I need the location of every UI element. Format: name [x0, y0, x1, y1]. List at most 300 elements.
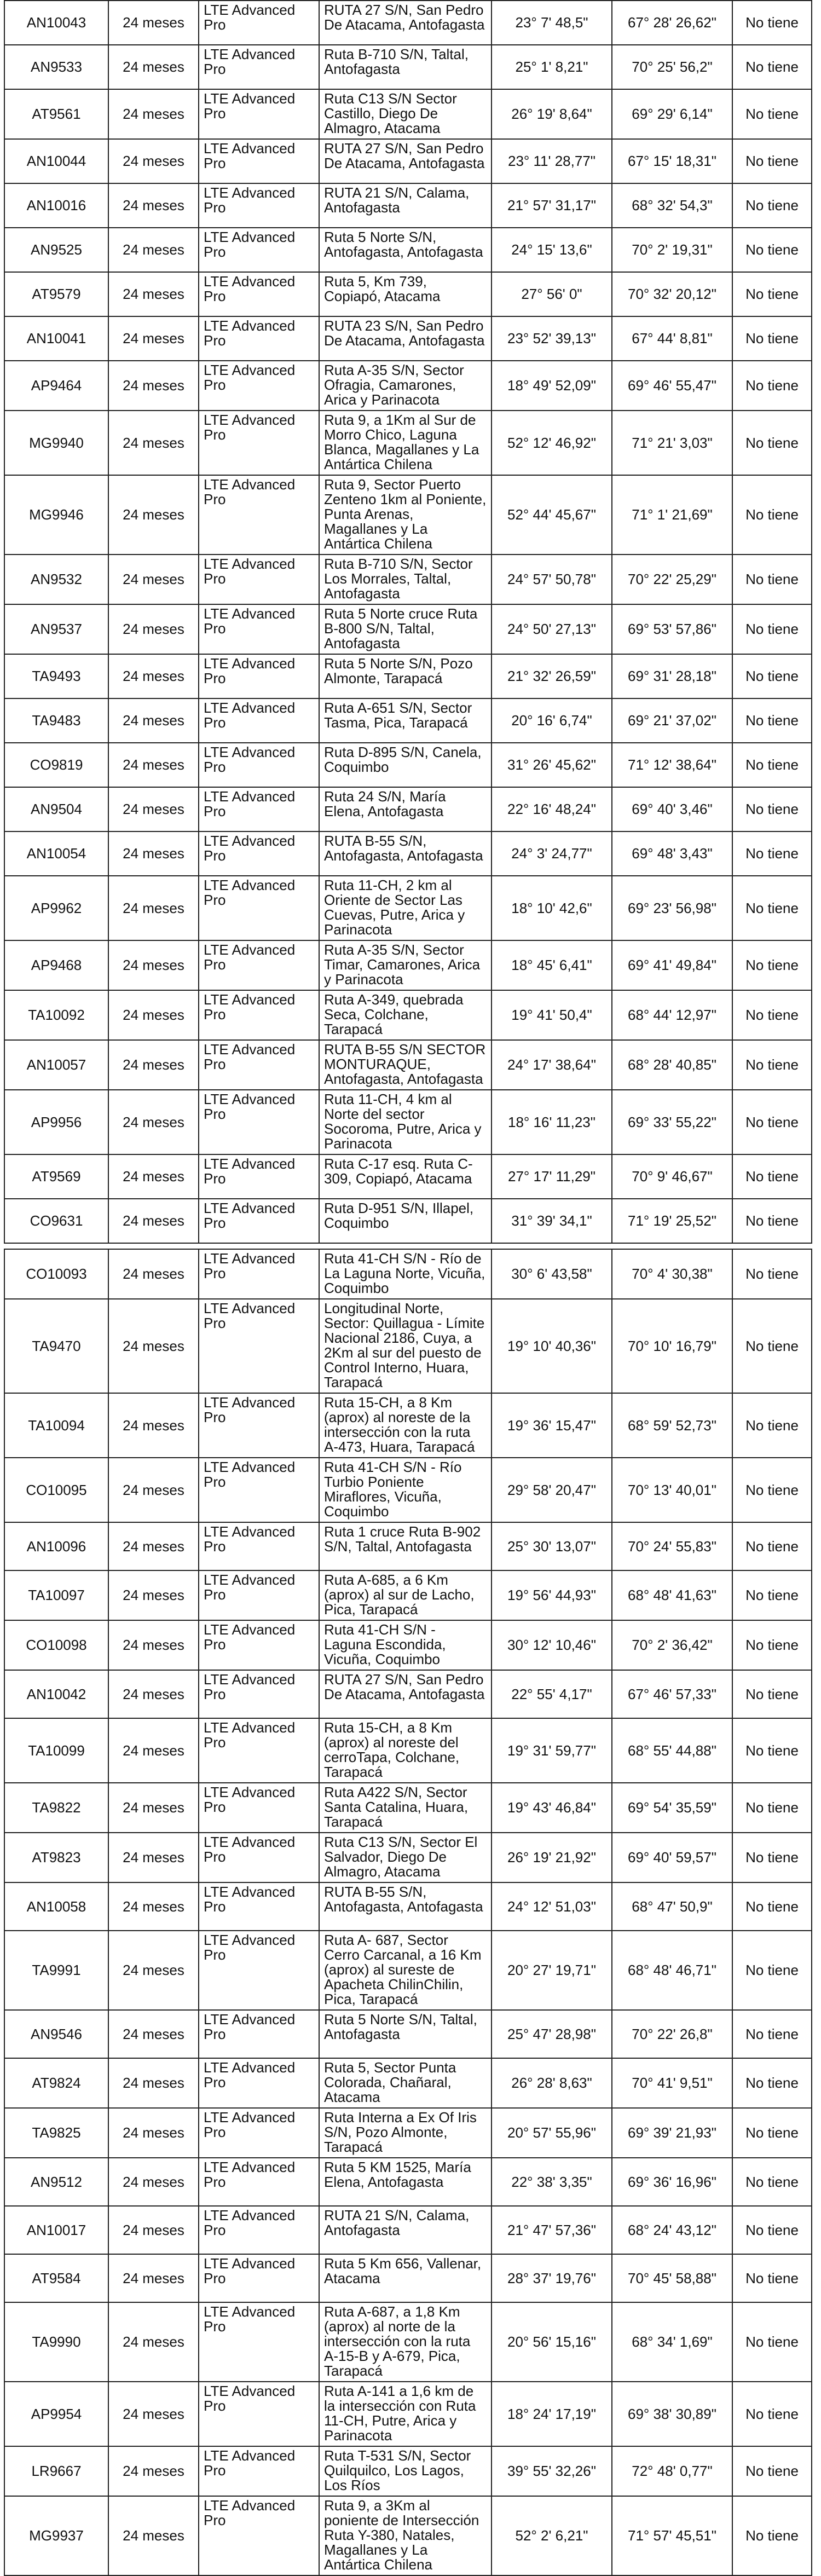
observation-cell: No tiene	[732, 1, 812, 45]
observation-cell: No tiene	[732, 139, 812, 183]
technology-cell: LTE Advanced Pro	[199, 1522, 319, 1570]
table-row	[4, 1393, 812, 1458]
term-cell: 24 meses	[108, 183, 199, 228]
longitude-cell: 69° 38' 30,89"	[612, 2382, 732, 2446]
observation-cell: No tiene	[732, 940, 812, 990]
address-cell: Ruta C-17 esq. Ruta C-309, Copiapó, Atacama	[319, 1154, 492, 1199]
site-id-cell: CO10095	[4, 1458, 108, 1522]
site-id-cell: AN10042	[4, 1670, 108, 1718]
latitude-cell: 27° 17' 11,29"	[492, 1154, 612, 1199]
latitude-cell: 24° 3' 24,77"	[492, 831, 612, 876]
longitude-cell: 68° 34' 1,69"	[612, 2302, 732, 2382]
address-cell: Ruta A-349, quebrada Seca, Colchane, Tarapacá	[319, 990, 492, 1040]
term-cell: 24 meses	[108, 1199, 199, 1243]
technology-cell: LTE Advanced Pro	[199, 787, 319, 831]
latitude-cell: 25° 1' 8,21"	[492, 45, 612, 89]
technology-cell: LTE Advanced Pro	[199, 45, 319, 89]
latitude-cell: 20° 16' 6,74"	[492, 698, 612, 743]
longitude-cell: 69° 39' 21,93"	[612, 2108, 732, 2158]
address-cell: Ruta C13 S/N, Sector El Salvador, Diego De Almagro, Atacama	[319, 1833, 492, 1882]
table-row	[4, 139, 812, 183]
address-cell: Ruta 5 Km 656, Vallenar, Atacama	[319, 2254, 492, 2302]
table-row	[4, 604, 812, 654]
site-id-cell: AN9533	[4, 45, 108, 89]
observation-cell: No tiene	[732, 1458, 812, 1522]
table-row	[4, 2446, 812, 2496]
observation-cell: No tiene	[732, 1670, 812, 1718]
observation-cell: No tiene	[732, 2058, 812, 2108]
table-row	[4, 1154, 812, 1199]
table-row	[4, 183, 812, 228]
table-row	[4, 831, 812, 876]
address-cell: Ruta D-895 S/N, Canela, Coquimbo	[319, 743, 492, 787]
sites-table-part1-body	[4, 1, 812, 1243]
latitude-cell: 22° 55' 4,17"	[492, 1670, 612, 1718]
technology-cell: LTE Advanced Pro	[199, 604, 319, 654]
term-cell: 24 meses	[108, 45, 199, 89]
observation-cell: No tiene	[732, 183, 812, 228]
latitude-cell: 23° 11' 28,77"	[492, 139, 612, 183]
site-id-cell: TA10092	[4, 990, 108, 1040]
table-row	[4, 1833, 812, 1882]
term-cell: 24 meses	[108, 1882, 199, 1931]
observation-cell: No tiene	[732, 831, 812, 876]
site-id-cell: TA9493	[4, 654, 108, 698]
technology-cell: LTE Advanced Pro	[199, 2206, 319, 2254]
site-id-cell: CO9631	[4, 1199, 108, 1243]
observation-cell: No tiene	[732, 1393, 812, 1458]
term-cell: 24 meses	[108, 89, 199, 139]
site-id-cell: TA10094	[4, 1393, 108, 1458]
technology-cell: LTE Advanced Pro	[199, 2302, 319, 2382]
site-id-cell: AN9537	[4, 604, 108, 654]
address-cell: Ruta A-687, a 1,8 Km (aprox) al norte de la intersección con la ruta A-15-B y A-679, Pica, Tarapacá	[319, 2302, 492, 2382]
site-id-cell: TA9822	[4, 1783, 108, 1833]
technology-cell: LTE Advanced Pro	[199, 228, 319, 272]
longitude-cell: 71° 1' 21,69"	[612, 475, 732, 555]
observation-cell: No tiene	[732, 1620, 812, 1670]
site-id-cell: CO10098	[4, 1620, 108, 1670]
table-row	[4, 1718, 812, 1783]
latitude-cell: 21° 32' 26,59"	[492, 654, 612, 698]
latitude-cell: 28° 37' 19,76"	[492, 2254, 612, 2302]
latitude-cell: 18° 10' 42,6"	[492, 876, 612, 940]
table-row	[4, 1620, 812, 1670]
observation-cell: No tiene	[732, 2302, 812, 2382]
address-cell: Ruta 41-CH S/N - Río de La Laguna Norte, Vicuña, Coquimbo	[319, 1249, 492, 1299]
longitude-cell: 70° 10' 16,79"	[612, 1299, 732, 1393]
longitude-cell: 69° 21' 37,02"	[612, 698, 732, 743]
address-cell: Ruta 5 KM 1525, María Elena, Antofagasta	[319, 2158, 492, 2206]
latitude-cell: 52° 12' 46,92"	[492, 411, 612, 475]
site-id-cell: TA9470	[4, 1299, 108, 1393]
term-cell: 24 meses	[108, 1620, 199, 1670]
observation-cell: No tiene	[732, 604, 812, 654]
latitude-cell: 19° 56' 44,93"	[492, 1570, 612, 1620]
document-page	[4, 0, 811, 2576]
observation-cell: No tiene	[732, 2158, 812, 2206]
observation-cell: No tiene	[732, 2382, 812, 2446]
technology-cell: LTE Advanced Pro	[199, 1882, 319, 1931]
latitude-cell: 52° 2' 6,21"	[492, 2496, 612, 2575]
observation-cell: No tiene	[732, 1090, 812, 1154]
term-cell: 24 meses	[108, 831, 199, 876]
table-row	[4, 2206, 812, 2254]
observation-cell: No tiene	[732, 743, 812, 787]
longitude-cell: 69° 48' 3,43"	[612, 831, 732, 876]
observation-cell: No tiene	[732, 1249, 812, 1299]
term-cell: 24 meses	[108, 1458, 199, 1522]
address-cell: Ruta A422 S/N, Sector Santa Catalina, Huara, Tarapacá	[319, 1783, 492, 1833]
site-id-cell: AP9468	[4, 940, 108, 990]
observation-cell: No tiene	[732, 272, 812, 316]
site-id-cell: AP9464	[4, 361, 108, 411]
address-cell: Ruta B-710 S/N, Taltal, Antofagasta	[319, 45, 492, 89]
longitude-cell: 70° 4' 30,38"	[612, 1249, 732, 1299]
address-cell: Ruta 41-CH S/N - Río Turbio Poniente Miraflores, Vicuña, Coquimbo	[319, 1458, 492, 1522]
longitude-cell: 68° 59' 52,73"	[612, 1393, 732, 1458]
address-cell: RUTA 27 S/N, San Pedro De Atacama, Antofagasta	[319, 139, 492, 183]
table-row	[4, 1931, 812, 2010]
table-row	[4, 698, 812, 743]
latitude-cell: 24° 57' 50,78"	[492, 555, 612, 604]
address-cell: Ruta 5 Norte cruce Ruta B-800 S/N, Taltal, Antofagasta	[319, 604, 492, 654]
observation-cell: No tiene	[732, 1833, 812, 1882]
technology-cell: LTE Advanced Pro	[199, 2058, 319, 2108]
technology-cell: LTE Advanced Pro	[199, 1299, 319, 1393]
technology-cell: LTE Advanced Pro	[199, 555, 319, 604]
term-cell: 24 meses	[108, 2496, 199, 2575]
technology-cell: LTE Advanced Pro	[199, 183, 319, 228]
address-cell: Ruta 15-CH, a 8 Km (aprox) al noreste de la intersección con la ruta A-473, Huara, Tarapacá	[319, 1393, 492, 1458]
observation-cell: No tiene	[732, 1931, 812, 2010]
technology-cell: LTE Advanced Pro	[199, 1718, 319, 1783]
longitude-cell: 69° 31' 28,18"	[612, 654, 732, 698]
latitude-cell: 18° 24' 17,19"	[492, 2382, 612, 2446]
observation-cell: No tiene	[732, 1882, 812, 1931]
address-cell: RUTA 27 S/N, San Pedro De Atacama, Antofagasta	[319, 1, 492, 45]
technology-cell: LTE Advanced Pro	[199, 272, 319, 316]
latitude-cell: 20° 57' 55,96"	[492, 2108, 612, 2158]
latitude-cell: 19° 36' 15,47"	[492, 1393, 612, 1458]
table-row	[4, 316, 812, 361]
observation-cell: No tiene	[732, 411, 812, 475]
table-row	[4, 1458, 812, 1522]
longitude-cell: 69° 53' 57,86"	[612, 604, 732, 654]
site-id-cell: AT9579	[4, 272, 108, 316]
address-cell: Ruta A-685, a 6 Km (aprox) al sur de Lacho, Pica, Tarapacá	[319, 1570, 492, 1620]
observation-cell: No tiene	[732, 1783, 812, 1833]
latitude-cell: 18° 16' 11,23"	[492, 1090, 612, 1154]
observation-cell: No tiene	[732, 1299, 812, 1393]
latitude-cell: 30° 12' 10,46"	[492, 1620, 612, 1670]
table-row	[4, 743, 812, 787]
longitude-cell: 67° 15' 18,31"	[612, 139, 732, 183]
latitude-cell: 26° 19' 8,64"	[492, 89, 612, 139]
observation-cell: No tiene	[732, 2010, 812, 2058]
table-row	[4, 2010, 812, 2058]
term-cell: 24 meses	[108, 1718, 199, 1783]
address-cell: Ruta 9, Sector Puerto Zenteno 1km al Poniente, Punta Arenas, Magallanes y La Antártica Chilena	[319, 475, 492, 555]
table-row	[4, 1783, 812, 1833]
address-cell: Ruta 41-CH S/N - Laguna Escondida, Vicuña, Coquimbo	[319, 1620, 492, 1670]
longitude-cell: 71° 21' 3,03"	[612, 411, 732, 475]
term-cell: 24 meses	[108, 1040, 199, 1090]
address-cell: Ruta 5 Norte S/N, Taltal, Antofagasta	[319, 2010, 492, 2058]
longitude-cell: 69° 33' 55,22"	[612, 1090, 732, 1154]
technology-cell: LTE Advanced Pro	[199, 654, 319, 698]
site-id-cell: AN10058	[4, 1882, 108, 1931]
latitude-cell: 21° 57' 31,17"	[492, 183, 612, 228]
site-id-cell: AP9956	[4, 1090, 108, 1154]
longitude-cell: 70° 32' 20,12"	[612, 272, 732, 316]
site-id-cell: AT9569	[4, 1154, 108, 1199]
site-id-cell: AT9823	[4, 1833, 108, 1882]
site-id-cell: TA9990	[4, 2302, 108, 2382]
table-row	[4, 1522, 812, 1570]
site-id-cell: MG9946	[4, 475, 108, 555]
longitude-cell: 70° 13' 40,01"	[612, 1458, 732, 1522]
longitude-cell: 70° 22' 26,8"	[612, 2010, 732, 2058]
site-id-cell: CO10093	[4, 1249, 108, 1299]
longitude-cell: 68° 48' 46,71"	[612, 1931, 732, 2010]
observation-cell: No tiene	[732, 45, 812, 89]
technology-cell: LTE Advanced Pro	[199, 2496, 319, 2575]
longitude-cell: 71° 19' 25,52"	[612, 1199, 732, 1243]
table-row	[4, 2302, 812, 2382]
technology-cell: LTE Advanced Pro	[199, 940, 319, 990]
longitude-cell: 69° 46' 55,47"	[612, 361, 732, 411]
term-cell: 24 meses	[108, 2302, 199, 2382]
address-cell: RUTA 23 S/N, San Pedro De Atacama, Antofagasta	[319, 316, 492, 361]
latitude-cell: 20° 27' 19,71"	[492, 1931, 612, 2010]
term-cell: 24 meses	[108, 990, 199, 1040]
address-cell: Ruta A- 687, Sector Cerro Carcanal, a 16 Km (aprox) al sureste de Apacheta ChilinChilin, Pica, Tarapacá	[319, 1931, 492, 2010]
longitude-cell: 69° 40' 3,46"	[612, 787, 732, 831]
table-row	[4, 1040, 812, 1090]
address-cell: Ruta 5 Norte S/N, Pozo Almonte, Tarapacá	[319, 654, 492, 698]
address-cell: Ruta Interna a Ex Of Iris S/N, Pozo Almonte, Tarapacá	[319, 2108, 492, 2158]
observation-cell: No tiene	[732, 361, 812, 411]
term-cell: 24 meses	[108, 1783, 199, 1833]
term-cell: 24 meses	[108, 2108, 199, 2158]
table-row	[4, 1299, 812, 1393]
technology-cell: LTE Advanced Pro	[199, 1393, 319, 1458]
technology-cell: LTE Advanced Pro	[199, 1, 319, 45]
table-row	[4, 2254, 812, 2302]
technology-cell: LTE Advanced Pro	[199, 698, 319, 743]
site-id-cell: AN10016	[4, 183, 108, 228]
site-id-cell: MG9937	[4, 2496, 108, 2575]
longitude-cell: 70° 41' 9,51"	[612, 2058, 732, 2108]
term-cell: 24 meses	[108, 940, 199, 990]
table-row	[4, 2158, 812, 2206]
longitude-cell: 71° 12' 38,64"	[612, 743, 732, 787]
latitude-cell: 24° 15' 13,6"	[492, 228, 612, 272]
term-cell: 24 meses	[108, 2446, 199, 2496]
term-cell: 24 meses	[108, 743, 199, 787]
address-cell: Ruta D-951 S/N, Illapel, Coquimbo	[319, 1199, 492, 1243]
site-id-cell: AN9532	[4, 555, 108, 604]
technology-cell: LTE Advanced Pro	[199, 1090, 319, 1154]
latitude-cell: 30° 6' 43,58"	[492, 1249, 612, 1299]
address-cell: Ruta B-710 S/N, Sector Los Morrales, Taltal, Antofagasta	[319, 555, 492, 604]
address-cell: RUTA 21 S/N, Calama, Antofagasta	[319, 183, 492, 228]
term-cell: 24 meses	[108, 787, 199, 831]
sites-table-part2-body	[4, 1249, 812, 2575]
longitude-cell: 69° 29' 6,14"	[612, 89, 732, 139]
address-cell: Ruta 15-CH, a 8 Km (aprox) al noreste del cerroTapa, Colchane, Tarapacá	[319, 1718, 492, 1783]
longitude-cell: 68° 28' 40,85"	[612, 1040, 732, 1090]
latitude-cell: 31° 26' 45,62"	[492, 743, 612, 787]
longitude-cell: 72° 48' 0,77"	[612, 2446, 732, 2496]
technology-cell: LTE Advanced Pro	[199, 1458, 319, 1522]
site-id-cell: TA9825	[4, 2108, 108, 2158]
latitude-cell: 39° 55' 32,26"	[492, 2446, 612, 2496]
longitude-cell: 68° 24' 43,12"	[612, 2206, 732, 2254]
term-cell: 24 meses	[108, 2254, 199, 2302]
term-cell: 24 meses	[108, 1522, 199, 1570]
site-id-cell: AN10044	[4, 139, 108, 183]
technology-cell: LTE Advanced Pro	[199, 1833, 319, 1882]
term-cell: 24 meses	[108, 2158, 199, 2206]
address-cell: Ruta 1 cruce Ruta B-902 S/N, Taltal, Antofagasta	[319, 1522, 492, 1570]
address-cell: RUTA B-55 S/N, Antofagasta, Antofagasta	[319, 831, 492, 876]
table-row	[4, 654, 812, 698]
address-cell: Ruta 24 S/N, María Elena, Antofagasta	[319, 787, 492, 831]
address-cell: Ruta 5, Km 739, Copiapó, Atacama	[319, 272, 492, 316]
site-id-cell: AN9546	[4, 2010, 108, 2058]
technology-cell: LTE Advanced Pro	[199, 475, 319, 555]
observation-cell: No tiene	[732, 2108, 812, 2158]
technology-cell: LTE Advanced Pro	[199, 2382, 319, 2446]
latitude-cell: 25° 30' 13,07"	[492, 1522, 612, 1570]
longitude-cell: 69° 40' 59,57"	[612, 1833, 732, 1882]
longitude-cell: 69° 23' 56,98"	[612, 876, 732, 940]
observation-cell: No tiene	[732, 1199, 812, 1243]
observation-cell: No tiene	[732, 990, 812, 1040]
term-cell: 24 meses	[108, 2382, 199, 2446]
term-cell: 24 meses	[108, 1299, 199, 1393]
table-row	[4, 272, 812, 316]
sites-table-part2	[4, 1249, 812, 2576]
term-cell: 24 meses	[108, 698, 199, 743]
longitude-cell: 68° 32' 54,3"	[612, 183, 732, 228]
latitude-cell: 24° 50' 27,13"	[492, 604, 612, 654]
technology-cell: LTE Advanced Pro	[199, 2254, 319, 2302]
latitude-cell: 19° 10' 40,36"	[492, 1299, 612, 1393]
address-cell: RUTA 21 S/N, Calama, Antofagasta	[319, 2206, 492, 2254]
site-id-cell: AN10054	[4, 831, 108, 876]
address-cell: Ruta 9, a 3Km al poniente de Intersección Ruta Y-380, Natales, Magallanes y La Antártica Chilena	[319, 2496, 492, 2575]
table-row	[4, 555, 812, 604]
technology-cell: LTE Advanced Pro	[199, 316, 319, 361]
term-cell: 24 meses	[108, 139, 199, 183]
site-id-cell: AP9954	[4, 2382, 108, 2446]
table-row	[4, 990, 812, 1040]
address-cell: Ruta 11-CH, 2 km al Oriente de Sector Las Cuevas, Putre, Arica y Parinacota	[319, 876, 492, 940]
site-id-cell: CO9819	[4, 743, 108, 787]
longitude-cell: 67° 28' 26,62"	[612, 1, 732, 45]
address-cell: Ruta A-35 S/N, Sector Ofragia, Camarones, Arica y Parinacota	[319, 361, 492, 411]
latitude-cell: 24° 17' 38,64"	[492, 1040, 612, 1090]
site-id-cell: AN10017	[4, 2206, 108, 2254]
technology-cell: LTE Advanced Pro	[199, 1570, 319, 1620]
site-id-cell: AN10043	[4, 1, 108, 45]
latitude-cell: 20° 56' 15,16"	[492, 2302, 612, 2382]
longitude-cell: 70° 9' 46,67"	[612, 1154, 732, 1199]
term-cell: 24 meses	[108, 876, 199, 940]
site-id-cell: AN9512	[4, 2158, 108, 2206]
latitude-cell: 18° 49' 52,09"	[492, 361, 612, 411]
technology-cell: LTE Advanced Pro	[199, 2010, 319, 2058]
site-id-cell: AN10096	[4, 1522, 108, 1570]
latitude-cell: 19° 31' 59,77"	[492, 1718, 612, 1783]
site-id-cell: AT9584	[4, 2254, 108, 2302]
term-cell: 24 meses	[108, 1670, 199, 1718]
latitude-cell: 18° 45' 6,41"	[492, 940, 612, 990]
technology-cell: LTE Advanced Pro	[199, 1931, 319, 2010]
technology-cell: LTE Advanced Pro	[199, 1040, 319, 1090]
table-row	[4, 940, 812, 990]
observation-cell: No tiene	[732, 1522, 812, 1570]
observation-cell: No tiene	[732, 228, 812, 272]
observation-cell: No tiene	[732, 1040, 812, 1090]
longitude-cell: 70° 45' 58,88"	[612, 2254, 732, 2302]
longitude-cell: 68° 48' 41,63"	[612, 1570, 732, 1620]
term-cell: 24 meses	[108, 1, 199, 45]
table-row	[4, 876, 812, 940]
longitude-cell: 71° 57' 45,51"	[612, 2496, 732, 2575]
observation-cell: No tiene	[732, 1154, 812, 1199]
term-cell: 24 meses	[108, 2058, 199, 2108]
table-row	[4, 361, 812, 411]
longitude-cell: 70° 22' 25,29"	[612, 555, 732, 604]
latitude-cell: 19° 43' 46,84"	[492, 1783, 612, 1833]
technology-cell: LTE Advanced Pro	[199, 1783, 319, 1833]
technology-cell: LTE Advanced Pro	[199, 2158, 319, 2206]
site-id-cell: AN10041	[4, 316, 108, 361]
table-row	[4, 1570, 812, 1620]
address-cell: Ruta 9, a 1Km al Sur de Morro Chico, Laguna Blanca, Magallanes y La Antártica Chilena	[319, 411, 492, 475]
observation-cell: No tiene	[732, 2206, 812, 2254]
term-cell: 24 meses	[108, 1090, 199, 1154]
latitude-cell: 23° 52' 39,13"	[492, 316, 612, 361]
term-cell: 24 meses	[108, 1833, 199, 1882]
observation-cell: No tiene	[732, 2254, 812, 2302]
address-cell: Longitudinal Norte, Sector: Quillagua - Límite Nacional 2186, Cuya, a 2Km al sur del puesto de Control Interno, Huara, Tarapacá	[319, 1299, 492, 1393]
technology-cell: LTE Advanced Pro	[199, 411, 319, 475]
technology-cell: LTE Advanced Pro	[199, 361, 319, 411]
latitude-cell: 26° 19' 21,92"	[492, 1833, 612, 1882]
technology-cell: LTE Advanced Pro	[199, 990, 319, 1040]
technology-cell: LTE Advanced Pro	[199, 743, 319, 787]
longitude-cell: 68° 44' 12,97"	[612, 990, 732, 1040]
table-row	[4, 45, 812, 89]
longitude-cell: 67° 44' 8,81"	[612, 316, 732, 361]
latitude-cell: 22° 38' 3,35"	[492, 2158, 612, 2206]
observation-cell: No tiene	[732, 316, 812, 361]
table-row	[4, 228, 812, 272]
longitude-cell: 68° 55' 44,88"	[612, 1718, 732, 1783]
latitude-cell: 52° 44' 45,67"	[492, 475, 612, 555]
observation-cell: No tiene	[732, 876, 812, 940]
longitude-cell: 70° 2' 36,42"	[612, 1620, 732, 1670]
table-row	[4, 1249, 812, 1299]
address-cell: Ruta C13 S/N Sector Castillo, Diego De Almagro, Atacama	[319, 89, 492, 139]
term-cell: 24 meses	[108, 1931, 199, 2010]
table-row	[4, 89, 812, 139]
